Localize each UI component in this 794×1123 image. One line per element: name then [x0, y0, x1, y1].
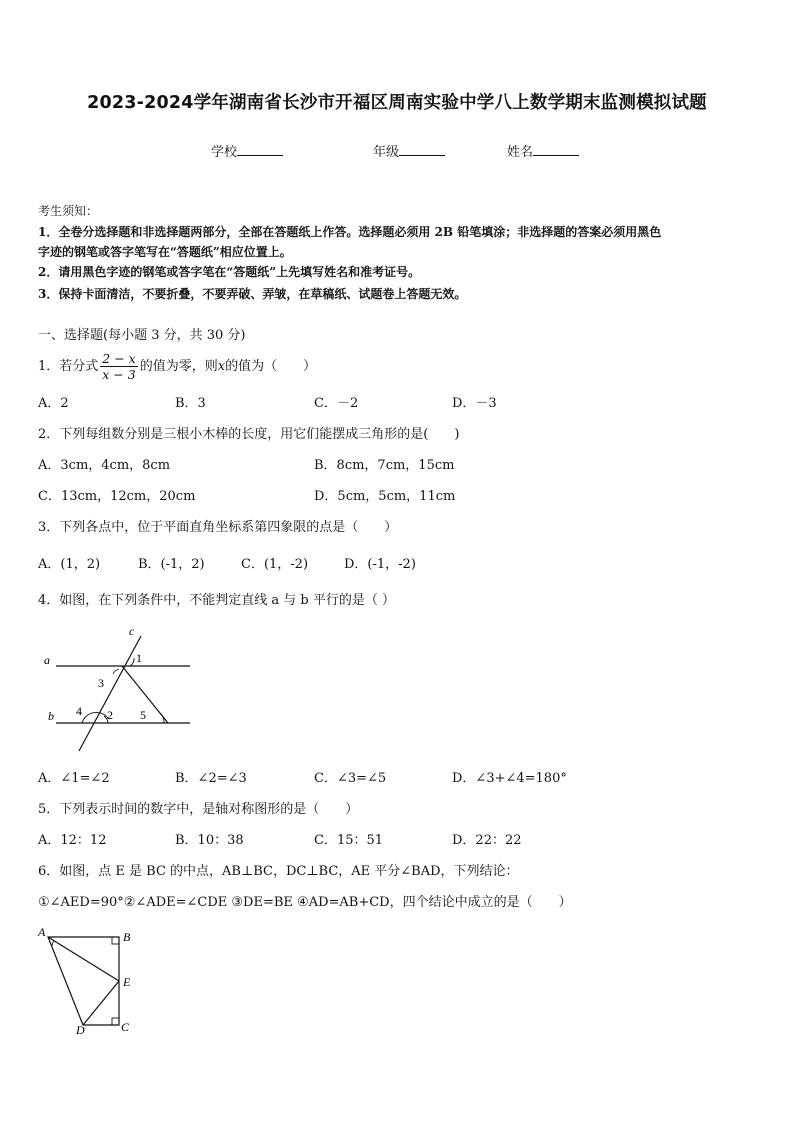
q3-option-a: A．(1，2) — [38, 557, 101, 572]
q4-option-c: C．∠3=∠5 — [314, 771, 387, 786]
label-point-a: A — [38, 925, 46, 939]
grade-blank — [399, 144, 445, 156]
q2-option-a: A．3cm，4cm，8cm — [38, 458, 171, 473]
q1-middle: 的值为零，则 — [139, 359, 218, 374]
label-a: a — [44, 653, 50, 667]
label-1: 1 — [136, 651, 142, 665]
q4-figure — [38, 620, 198, 760]
q6-conclusions: ①∠AED=90°②∠ADE=∠CDE ③DE=BE ④AD=AB+CD，四个结论中成立的是（ ） — [38, 895, 572, 910]
q1-option-b: B．3 — [175, 396, 206, 411]
angle-1-arc — [130, 658, 134, 666]
q5-option-c: C．15：51 — [314, 833, 384, 848]
section-heading: 一、选择题(每小题 3 分，共 30 分) — [38, 328, 246, 343]
q5-option-a: A．12：12 — [38, 833, 107, 848]
question-3: 3．下列各点中，位于平面直角坐标系第四象限的点是（ ） — [38, 520, 398, 535]
q1-fraction — [100, 351, 137, 382]
school-field — [211, 141, 283, 160]
right-angle-c — [112, 1018, 119, 1025]
school-label: 学校 — [211, 145, 238, 160]
angle-a-arc — [52, 941, 54, 946]
q1-variable: x — [217, 359, 226, 374]
q3-option-c: C．(1，-2) — [241, 557, 309, 572]
label-b: b — [48, 709, 54, 723]
label-point-e: E — [123, 975, 131, 989]
q4-option-d: D．∠3+∠4=180° — [452, 771, 567, 786]
q1-option-a: A．2 — [38, 396, 69, 411]
question-2: 2．下列每组数分别是三根小木棒的长度，用它们能摆成三角形的是( ) — [38, 427, 460, 442]
angle-3-arc — [113, 669, 119, 674]
notice-heading: 考生须知： — [38, 204, 99, 218]
q5-option-d: D．22：22 — [452, 833, 522, 848]
question-1 — [38, 349, 316, 385]
q6-figure — [30, 920, 150, 1042]
notice-item-1-cont: 字迹的钢笔或答字笔写在“答题纸”相应位置上。 — [38, 245, 292, 259]
label-c: c — [129, 624, 135, 638]
label-5: 5 — [140, 708, 146, 722]
q1-option-d: D．－3 — [452, 396, 497, 411]
quadrilateral-abcd — [48, 937, 119, 1025]
name-field — [507, 141, 579, 160]
label-point-d: D — [76, 1023, 85, 1037]
label-4: 4 — [76, 704, 82, 718]
q2-option-c: C．13cm，12cm，20cm — [38, 489, 196, 504]
q2-option-b: B．8cm，7cm，15cm — [314, 458, 455, 473]
notice-item-2: 2．请用黑色字迹的钢笔或答字笔在“答题纸”上先填写姓名和准考证号。 — [38, 265, 421, 279]
name-blank — [533, 144, 579, 156]
q1-prefix: 1．若分式 — [38, 359, 99, 374]
line-c — [79, 636, 141, 751]
label-3: 3 — [98, 676, 104, 690]
q1-option-c: C．－2 — [314, 396, 359, 411]
label-point-c: C — [121, 1020, 130, 1034]
q5-option-b: B．10：38 — [175, 833, 244, 848]
notice-item-3: 3．保持卡面清洁，不要折叠，不要弄破、弄皱，在草稿纸、试题卷上答题无效。 — [38, 287, 467, 301]
segment-ae — [48, 937, 119, 981]
q4-option-a: A．∠1=∠2 — [38, 771, 110, 786]
grade-field — [373, 141, 445, 160]
label-point-b: B — [123, 930, 131, 944]
q2-option-d: D．5cm，5cm，11cm — [314, 489, 456, 504]
notice-item-1: 1．全卷分选择题和非选择题两部分，全部在答题纸上作答。选择题必须用 2B 铅笔填涂；非选择题的答案必须用黑色 — [38, 225, 662, 239]
q1-suffix: 的值为（ ） — [225, 359, 317, 374]
q1-numerator: 2 − x — [102, 351, 136, 366]
q3-option-d: D．(-1，-2) — [344, 557, 416, 572]
grade-label: 年级 — [373, 145, 400, 160]
school-blank — [237, 144, 283, 156]
q4-option-b: B．∠2=∠3 — [175, 771, 247, 786]
q1-denominator: x − 3 — [102, 367, 136, 382]
question-6: 6．如图，点 E 是 BC 的中点，AB⊥BC，DC⊥BC，AE 平分∠BAD，下列结论： — [38, 864, 519, 879]
question-4: 4．如图，在下列条件中，不能判定直线 a 与 b 平行的是（ ） — [38, 593, 396, 608]
question-5: 5．下列表示时间的数字中，是轴对称图形的是（ ） — [38, 802, 359, 817]
label-2: 2 — [107, 708, 113, 722]
name-label: 姓名 — [507, 145, 534, 160]
page-title: 2023-2024学年湖南省长沙市开福区周南实验中学八上数学期末监测模拟试题 — [87, 93, 707, 113]
q3-option-b: B．(-1，2) — [138, 557, 205, 572]
right-angle-b — [112, 937, 119, 944]
